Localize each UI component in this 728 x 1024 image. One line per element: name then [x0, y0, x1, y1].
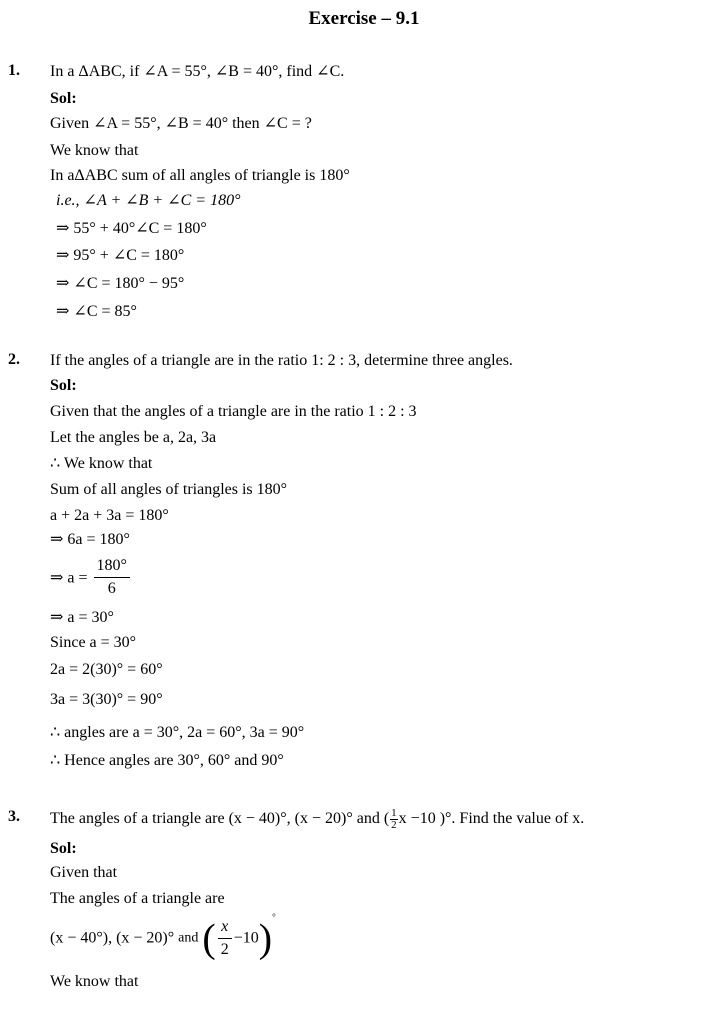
half-denominator: 2: [391, 818, 397, 831]
question-number: 3.: [8, 808, 20, 825]
solution-line: Since a = 30°: [50, 634, 137, 651]
solution-line: Let the angles be a, 2a, 3a: [50, 429, 217, 446]
page-title: Exercise – 9.1: [308, 8, 420, 29]
solution-line: ⇒ ∠C = 180° − 95°: [56, 275, 185, 292]
solution-line: ∴ We know that: [50, 455, 153, 472]
solution-line: ⇒ ∠C = 85°: [56, 303, 137, 320]
left-paren: (: [202, 915, 216, 961]
solution-label: Sol:: [50, 377, 77, 394]
question-number: 1.: [8, 62, 20, 79]
solution-line: In aΔABC sum of all angles of triangle is 180°: [50, 167, 350, 184]
half-fraction: [390, 808, 398, 831]
question-text: If the angles of a triangle are in the ratio 1: 2 : 3, determine three angles.: [50, 352, 513, 369]
expression-fraction: [218, 916, 232, 961]
expression-line: [50, 912, 276, 961]
solution-line: ⇒ 55° + 40°∠C = 180°: [56, 220, 207, 237]
solution-line: ⇒ a = 30°: [50, 609, 114, 626]
solution-line: Given that the angles of a triangle are in the ratio 1 : 2 : 3: [50, 403, 417, 420]
fraction-numerator: 180°: [94, 555, 130, 578]
solution-line: a + 2a + 3a = 180°: [50, 507, 169, 524]
degree-sign: °: [272, 912, 276, 922]
solution-line: ∴ Hence angles are 30°, 60° and 90°: [50, 752, 284, 769]
solution-line: ∴ angles are a = 30°, 2a = 60°, 3a = 90°: [50, 724, 305, 741]
fraction: [94, 555, 130, 600]
solution-label: Sol:: [50, 840, 77, 857]
question-text: In a ΔABC, if ∠A = 55°, ∠B = 40°, find ∠C.: [50, 63, 345, 80]
solution-line: ⇒ 95° + ∠C = 180°: [56, 247, 185, 264]
solution-line: We know that: [50, 142, 139, 159]
half-numerator: 1: [391, 806, 397, 819]
fraction-line: [50, 555, 132, 600]
solution-line: 3a = 3(30)° = 90°: [50, 691, 163, 708]
solution-label: Sol:: [50, 90, 77, 107]
solution-line: Given ∠A = 55°, ∠B = 40° then ∠C = ?: [50, 115, 312, 132]
question-text-part: x −10 )°. Find the value of x.: [398, 810, 585, 827]
expression-denominator: 2: [220, 941, 229, 958]
fraction-denominator: 6: [107, 580, 116, 597]
solution-line: Sum of all angles of triangles is 180°: [50, 481, 288, 498]
solution-line: The angles of a triangle are: [50, 890, 225, 907]
expression-tail: −10: [233, 929, 259, 947]
solution-line: 2a = 2(30)° = 60°: [50, 661, 163, 678]
solution-line: i.e., ∠A + ∠B + ∠C = 180°: [56, 192, 241, 209]
solution-line: We know that: [50, 973, 139, 990]
fraction-prefix: ⇒ a =: [50, 569, 88, 587]
expression-and: and: [178, 930, 199, 946]
question-number: 2.: [8, 351, 20, 368]
right-paren: ): [258, 915, 273, 961]
solution-line: Given that: [50, 864, 118, 881]
expression-part: (x − 40°), (x − 20)°: [50, 929, 175, 947]
solution-line: ⇒ 6a = 180°: [50, 531, 130, 548]
expression-numerator: x: [218, 916, 232, 939]
question-text-part: The angles of a triangle are (x − 40)°, (x − 20)° and (: [50, 810, 390, 827]
question-text: [50, 806, 584, 832]
